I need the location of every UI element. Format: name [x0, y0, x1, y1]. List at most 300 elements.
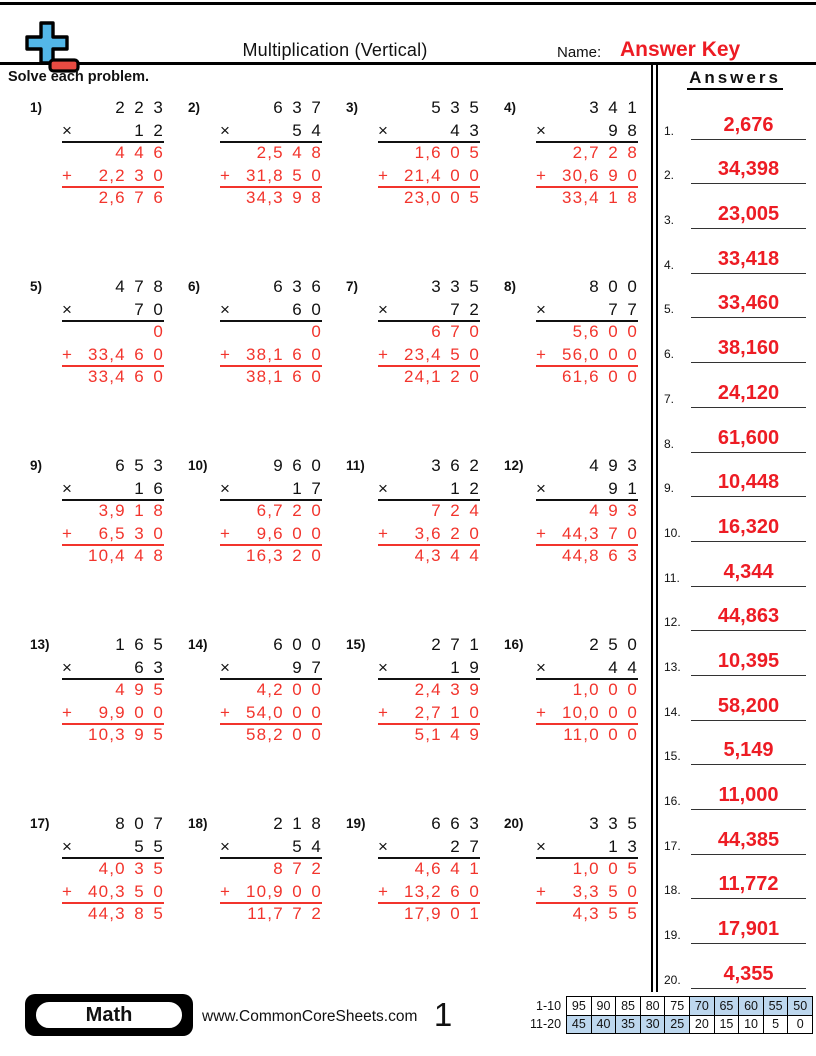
problem: [332, 814, 490, 993]
answer-number: 4.: [664, 257, 675, 272]
partial-product-2: + 31,8 5 0: [220, 166, 322, 189]
plus-icon: +: [378, 881, 390, 901]
multiplier-line: × 7 0: [62, 300, 164, 323]
problem-number: 17): [30, 816, 50, 831]
answer-row: [658, 274, 812, 319]
multiplicand: 3 3 5: [431, 277, 480, 296]
answer-number: 8.: [664, 436, 675, 451]
partial-product-1: 3,9 1 8: [98, 501, 164, 520]
product-total: 4,3 4 4: [414, 546, 480, 565]
score-table: [523, 996, 813, 1034]
multiplicand: 6 5 3: [115, 456, 164, 475]
multiplier-line: × 6 3: [62, 658, 164, 681]
product-total: 34,3 9 8: [245, 188, 322, 207]
answer-number: 5.: [664, 302, 675, 317]
multiplicand: 6 6 3: [431, 814, 480, 833]
product-total: 11,7 7 2: [247, 904, 322, 923]
multiplier-line: × 1 2: [62, 121, 164, 144]
answer-row: [658, 810, 812, 855]
times-icon: ×: [536, 478, 548, 498]
problem-work: [536, 456, 638, 635]
problem: [174, 98, 332, 277]
problem-work: [220, 98, 322, 277]
partial-product-2: + 6,5 3 0: [62, 524, 164, 547]
multiplier-line: × 4 4: [536, 658, 638, 681]
answer-number: 9.: [664, 481, 675, 496]
answer-value: 33,460: [691, 293, 806, 318]
plus-icon: +: [378, 702, 390, 722]
partial-product-1: 4,0 3 5: [98, 859, 164, 878]
page-number: 1: [433, 996, 453, 1033]
answer-number: 20.: [664, 972, 681, 987]
product-total: 16,3 2 0: [245, 546, 322, 565]
problem-work: [220, 814, 322, 993]
problem-work: [62, 277, 164, 456]
plus-icon: +: [378, 523, 390, 543]
partial-product-1: 1,6 0 5: [414, 143, 480, 162]
answer-row: [658, 318, 812, 363]
partial-product-1: 7 2 4: [431, 501, 480, 520]
answer-number: 19.: [664, 928, 681, 943]
problem-number: 18): [188, 816, 208, 831]
partial-product-1: 2,7 2 8: [572, 143, 638, 162]
partial-product-2: + 38,1 6 0: [220, 345, 322, 368]
problem: [490, 814, 648, 993]
problem-work: [378, 277, 480, 456]
plus-icon: +: [378, 344, 390, 364]
problem-number: 2): [188, 100, 201, 115]
problem-number: 14): [188, 637, 208, 652]
problem: [490, 98, 648, 277]
plus-icon: +: [62, 702, 74, 722]
plus-icon: +: [536, 523, 548, 543]
problem: [16, 98, 174, 277]
answer-row: [658, 453, 812, 498]
instruction-text: Solve each problem.: [8, 69, 150, 85]
product-total: 61,6 0 0: [561, 367, 638, 386]
multiplicand: 4 9 3: [589, 456, 638, 475]
problem-work: [220, 456, 322, 635]
times-icon: ×: [220, 299, 232, 319]
answers-divider-line: [651, 63, 653, 992]
partial-product-1: 4,2 0 0: [256, 680, 322, 699]
times-icon: ×: [62, 120, 74, 140]
problem-work: [378, 456, 480, 635]
problem-work: [378, 635, 480, 814]
problem-number: 13): [30, 637, 50, 652]
score-cell: 10: [739, 1015, 764, 1034]
times-icon: ×: [62, 657, 74, 677]
times-icon: ×: [62, 299, 74, 319]
website-url: www.CommonCoreSheets.com: [202, 1008, 418, 1025]
answer-value: 58,200: [691, 696, 806, 721]
product-total: 44,8 6 3: [561, 546, 638, 565]
multiplier-line: × 4 3: [378, 121, 480, 144]
answers-list: [658, 95, 812, 989]
plus-icon: +: [220, 702, 232, 722]
answer-value: 2,676: [691, 115, 806, 140]
multiplicand: 5 3 5: [431, 98, 480, 117]
problem-work: [536, 277, 638, 456]
answer-number: 10.: [664, 525, 681, 540]
answer-number: 18.: [664, 883, 681, 898]
product-total: 2,6 7 6: [98, 188, 164, 207]
problem: [490, 456, 648, 635]
problem-work: [220, 277, 322, 456]
multiplicand: 8 0 0: [589, 277, 638, 296]
product-total: 10,3 9 5: [87, 725, 164, 744]
product-total: 44,3 8 5: [87, 904, 164, 923]
problem-number: 11): [346, 458, 365, 473]
problem-work: [62, 635, 164, 814]
partial-product-1: 6 7 0: [431, 322, 480, 341]
multiplicand: 8 0 7: [115, 814, 164, 833]
partial-product-2: + 56,0 0 0: [536, 345, 638, 368]
answer-row: [658, 408, 812, 453]
plus-icon: +: [536, 881, 548, 901]
multiplier-line: × 1 6: [62, 479, 164, 502]
partial-product-1: 2,5 4 8: [256, 143, 322, 162]
answer-value: 44,385: [691, 830, 806, 855]
problems-grid: [16, 98, 648, 993]
multiplier-line: × 1 2: [378, 479, 480, 502]
partial-product-2: + 23,4 5 0: [378, 345, 480, 368]
answer-number: 16.: [664, 794, 681, 808]
answer-value: 11,000: [691, 785, 806, 810]
answer-row: [658, 631, 812, 676]
multiplier-line: × 5 4: [220, 837, 322, 860]
header-rule: [0, 62, 816, 65]
answers-heading: Answers: [660, 68, 810, 88]
score-cell: 85: [616, 997, 641, 1016]
plus-icon: +: [62, 165, 74, 185]
problem-work: [220, 635, 322, 814]
plus-icon: +: [378, 165, 390, 185]
problem-number: 10): [188, 458, 208, 473]
multiplicand: 2 2 3: [115, 98, 164, 117]
partial-product-2: + 2,7 1 0: [378, 703, 480, 726]
multiplicand: 3 3 5: [589, 814, 638, 833]
partial-product-1: 1,0 0 0: [572, 680, 638, 699]
score-cell: 95: [567, 997, 592, 1016]
answer-number: 3.: [664, 213, 675, 228]
score-cell: 60: [739, 997, 764, 1016]
problem-number: 1): [30, 100, 43, 115]
answer-value: 16,320: [691, 517, 806, 542]
score-cell: 40: [591, 1015, 616, 1034]
score-cell: 70: [690, 997, 715, 1016]
score-cell: 30: [640, 1015, 665, 1034]
problem: [332, 635, 490, 814]
plus-icon: +: [220, 881, 232, 901]
multiplicand: 9 6 0: [273, 456, 322, 475]
partial-product-2: + 9,6 0 0: [220, 524, 322, 547]
product-total: 4,3 5 5: [572, 904, 638, 923]
score-cell: 35: [616, 1015, 641, 1034]
problem: [332, 277, 490, 456]
product-total: 11,0 0 0: [563, 725, 638, 744]
times-icon: ×: [378, 836, 390, 856]
product-total: 33,4 6 0: [87, 367, 164, 386]
problem-work: [62, 456, 164, 635]
problem-work: [378, 98, 480, 277]
plus-icon: [27, 23, 67, 63]
answer-value: 24,120: [691, 383, 806, 408]
times-icon: ×: [220, 478, 232, 498]
multiplicand: 2 7 1: [431, 635, 480, 654]
answer-row: [658, 497, 812, 542]
partial-product-1: 8 7 2: [273, 859, 322, 878]
answer-value: 10,395: [691, 651, 806, 676]
times-icon: ×: [536, 120, 548, 140]
multiplicand: 4 7 8: [115, 277, 164, 296]
partial-product-1: 4,6 4 1: [414, 859, 480, 878]
product-total: 38,1 6 0: [245, 367, 322, 386]
problem-number: 16): [504, 637, 524, 652]
answer-row: [658, 721, 812, 766]
answer-row: [658, 363, 812, 408]
plus-icon: +: [536, 165, 548, 185]
partial-product-1: 0: [311, 322, 322, 341]
answer-value: 5,149: [691, 740, 806, 765]
answer-key-text: Answer Key: [620, 38, 741, 61]
problem: [16, 814, 174, 993]
problem-work: [536, 814, 638, 993]
problem: [490, 277, 648, 456]
product-total: 5,1 4 9: [414, 725, 480, 744]
partial-product-2: + 33,4 6 0: [62, 345, 164, 368]
problem-number: 8): [504, 279, 517, 294]
answer-row: [658, 229, 812, 274]
times-icon: ×: [220, 657, 232, 677]
multiplier-line: × 1 9: [378, 658, 480, 681]
score-row: [523, 997, 813, 1016]
multiplicand: 1 6 5: [115, 635, 164, 654]
answer-value: 17,901: [691, 919, 806, 944]
multiplicand: 3 6 2: [431, 456, 480, 475]
score-cell: 55: [763, 997, 788, 1016]
answer-number: 1.: [664, 123, 675, 138]
answer-number: 15.: [664, 749, 681, 764]
product-total: 33,4 1 8: [561, 188, 638, 207]
partial-product-2: + 13,2 6 0: [378, 882, 480, 905]
multiplicand: 6 3 7: [273, 98, 322, 117]
problem-number: 20): [504, 816, 524, 831]
problem-number: 6): [188, 279, 201, 294]
problem: [174, 814, 332, 993]
partial-product-2: + 21,4 0 0: [378, 166, 480, 189]
plus-icon: +: [220, 523, 232, 543]
answer-row: [658, 765, 812, 810]
partial-product-1: 4 4 6: [115, 143, 164, 162]
times-icon: ×: [536, 657, 548, 677]
score-cell: 90: [591, 997, 616, 1016]
score-cell: 15: [714, 1015, 739, 1034]
answer-value: 61,600: [691, 428, 806, 453]
times-icon: ×: [536, 836, 548, 856]
score-cell: 25: [665, 1015, 690, 1034]
product-total: 23,0 0 5: [403, 188, 480, 207]
score-cell: 65: [714, 997, 739, 1016]
answer-number: 11.: [664, 570, 680, 585]
problem: [332, 98, 490, 277]
subject-badge: [25, 994, 193, 1036]
partial-product-2: + 10,9 0 0: [220, 882, 322, 905]
partial-product-2: + 44,3 7 0: [536, 524, 638, 547]
subject-label: Math: [34, 1000, 184, 1030]
times-icon: ×: [220, 120, 232, 140]
answer-value: 33,418: [691, 249, 806, 274]
problem-work: [62, 98, 164, 277]
answer-number: 12.: [664, 615, 681, 630]
answer-number: 14.: [664, 704, 681, 719]
multiplier-line: × 9 8: [536, 121, 638, 144]
times-icon: ×: [378, 299, 390, 319]
partial-product-1: 4 9 3: [589, 501, 638, 520]
plus-icon: +: [220, 344, 232, 364]
answer-value: 4,344: [691, 562, 806, 587]
partial-product-1: 0: [153, 322, 164, 341]
score-cell: 80: [640, 997, 665, 1016]
problem-number: 19): [346, 816, 366, 831]
problem-work: [62, 814, 164, 993]
multiplier-line: × 5 5: [62, 837, 164, 860]
answer-value: 11,772: [691, 874, 806, 899]
problem-number: 4): [504, 100, 517, 115]
problem: [16, 456, 174, 635]
answer-row: [658, 95, 812, 140]
problem-number: 9): [30, 458, 43, 473]
partial-product-1: 1,0 0 5: [572, 859, 638, 878]
problem-number: 7): [346, 279, 359, 294]
plus-icon: +: [536, 344, 548, 364]
partial-product-2: + 40,3 5 0: [62, 882, 164, 905]
plus-icon: +: [62, 344, 74, 364]
answer-row: [658, 899, 812, 944]
multiplicand: 2 5 0: [589, 635, 638, 654]
plus-icon: +: [62, 881, 74, 901]
partial-product-2: + 2,2 3 0: [62, 166, 164, 189]
multiplier-line: × 9 7: [220, 658, 322, 681]
multiplier-line: × 7 7: [536, 300, 638, 323]
times-icon: ×: [220, 836, 232, 856]
product-total: 58,2 0 0: [245, 725, 322, 744]
partial-product-1: 2,4 3 9: [414, 680, 480, 699]
multiplicand: 6 0 0: [273, 635, 322, 654]
partial-product-2: + 30,6 9 0: [536, 166, 638, 189]
times-icon: ×: [378, 478, 390, 498]
plus-icon: +: [220, 165, 232, 185]
answer-value: 34,398: [691, 159, 806, 184]
multiplicand: 3 4 1: [589, 98, 638, 117]
problem: [174, 635, 332, 814]
score-cell: 50: [788, 997, 813, 1016]
worksheet-title: Multiplication (Vertical): [242, 40, 428, 60]
problem-work: [536, 98, 638, 277]
problem: [16, 277, 174, 456]
product-total: 17,9 0 1: [403, 904, 480, 923]
times-icon: ×: [536, 299, 548, 319]
problem: [332, 456, 490, 635]
partial-product-2: + 3,3 5 0: [536, 882, 638, 905]
answer-row: [658, 676, 812, 721]
score-cell: 75: [665, 997, 690, 1016]
multiplier-line: × 5 4: [220, 121, 322, 144]
partial-product-2: + 54,0 0 0: [220, 703, 322, 726]
partial-product-1: 6,7 2 0: [256, 501, 322, 520]
answer-value: 38,160: [691, 338, 806, 363]
problem-number: 12): [504, 458, 524, 473]
score-cell: 0: [788, 1015, 813, 1034]
multiplier-line: × 1 7: [220, 479, 322, 502]
multiplier-line: × 1 3: [536, 837, 638, 860]
answer-number: 7.: [664, 391, 675, 406]
plus-icon: +: [536, 702, 548, 722]
answer-number: 13.: [664, 659, 681, 674]
problem-number: 15): [346, 637, 366, 652]
problem-number: 5): [30, 279, 43, 294]
multiplicand: 6 3 6: [273, 277, 322, 296]
product-total: 24,1 2 0: [403, 367, 480, 386]
name-label: Name:: [557, 44, 602, 61]
answer-value: 44,863: [691, 606, 806, 631]
score-cell: 5: [763, 1015, 788, 1034]
multiplier-line: × 7 2: [378, 300, 480, 323]
partial-product-1: 4 9 5: [115, 680, 164, 699]
score-cell: 20: [690, 1015, 715, 1034]
problem: [174, 277, 332, 456]
partial-product-2: + 9,9 0 0: [62, 703, 164, 726]
answer-row: [658, 542, 812, 587]
partial-product-2: + 3,6 2 0: [378, 524, 480, 547]
answer-value: 4,355: [691, 964, 806, 989]
times-icon: ×: [378, 657, 390, 677]
score-range-label: 1-10: [536, 998, 562, 1013]
problem-work: [378, 814, 480, 993]
answer-row: [658, 944, 812, 989]
answer-value: 10,448: [691, 472, 806, 497]
score-row: [523, 1015, 813, 1034]
score-cell: 45: [567, 1015, 592, 1034]
multiplicand: 2 1 8: [273, 814, 322, 833]
problem: [16, 635, 174, 814]
score-range-label: 11-20: [530, 1017, 562, 1032]
problem-number: 3): [346, 100, 359, 115]
times-icon: ×: [62, 836, 74, 856]
answer-number: 17.: [664, 838, 681, 853]
plus-icon: +: [62, 523, 74, 543]
answer-row: [658, 140, 812, 185]
problem: [490, 635, 648, 814]
product-total: 10,4 4 8: [87, 546, 164, 565]
answer-value: 23,005: [691, 204, 806, 229]
top-border-line: [0, 2, 816, 5]
multiplier-line: × 6 0: [220, 300, 322, 323]
times-icon: ×: [378, 120, 390, 140]
problem-work: [536, 635, 638, 814]
answer-row: [658, 184, 812, 229]
problem: [174, 456, 332, 635]
answer-number: 2.: [664, 168, 675, 183]
times-icon: ×: [62, 478, 74, 498]
multiplier-line: × 9 1: [536, 479, 638, 502]
answer-row: [658, 587, 812, 632]
partial-product-1: 5,6 0 0: [572, 322, 638, 341]
multiplier-line: × 2 7: [378, 837, 480, 860]
partial-product-2: + 10,0 0 0: [536, 703, 638, 726]
answer-number: 6.: [664, 347, 675, 362]
answer-row: [658, 855, 812, 900]
